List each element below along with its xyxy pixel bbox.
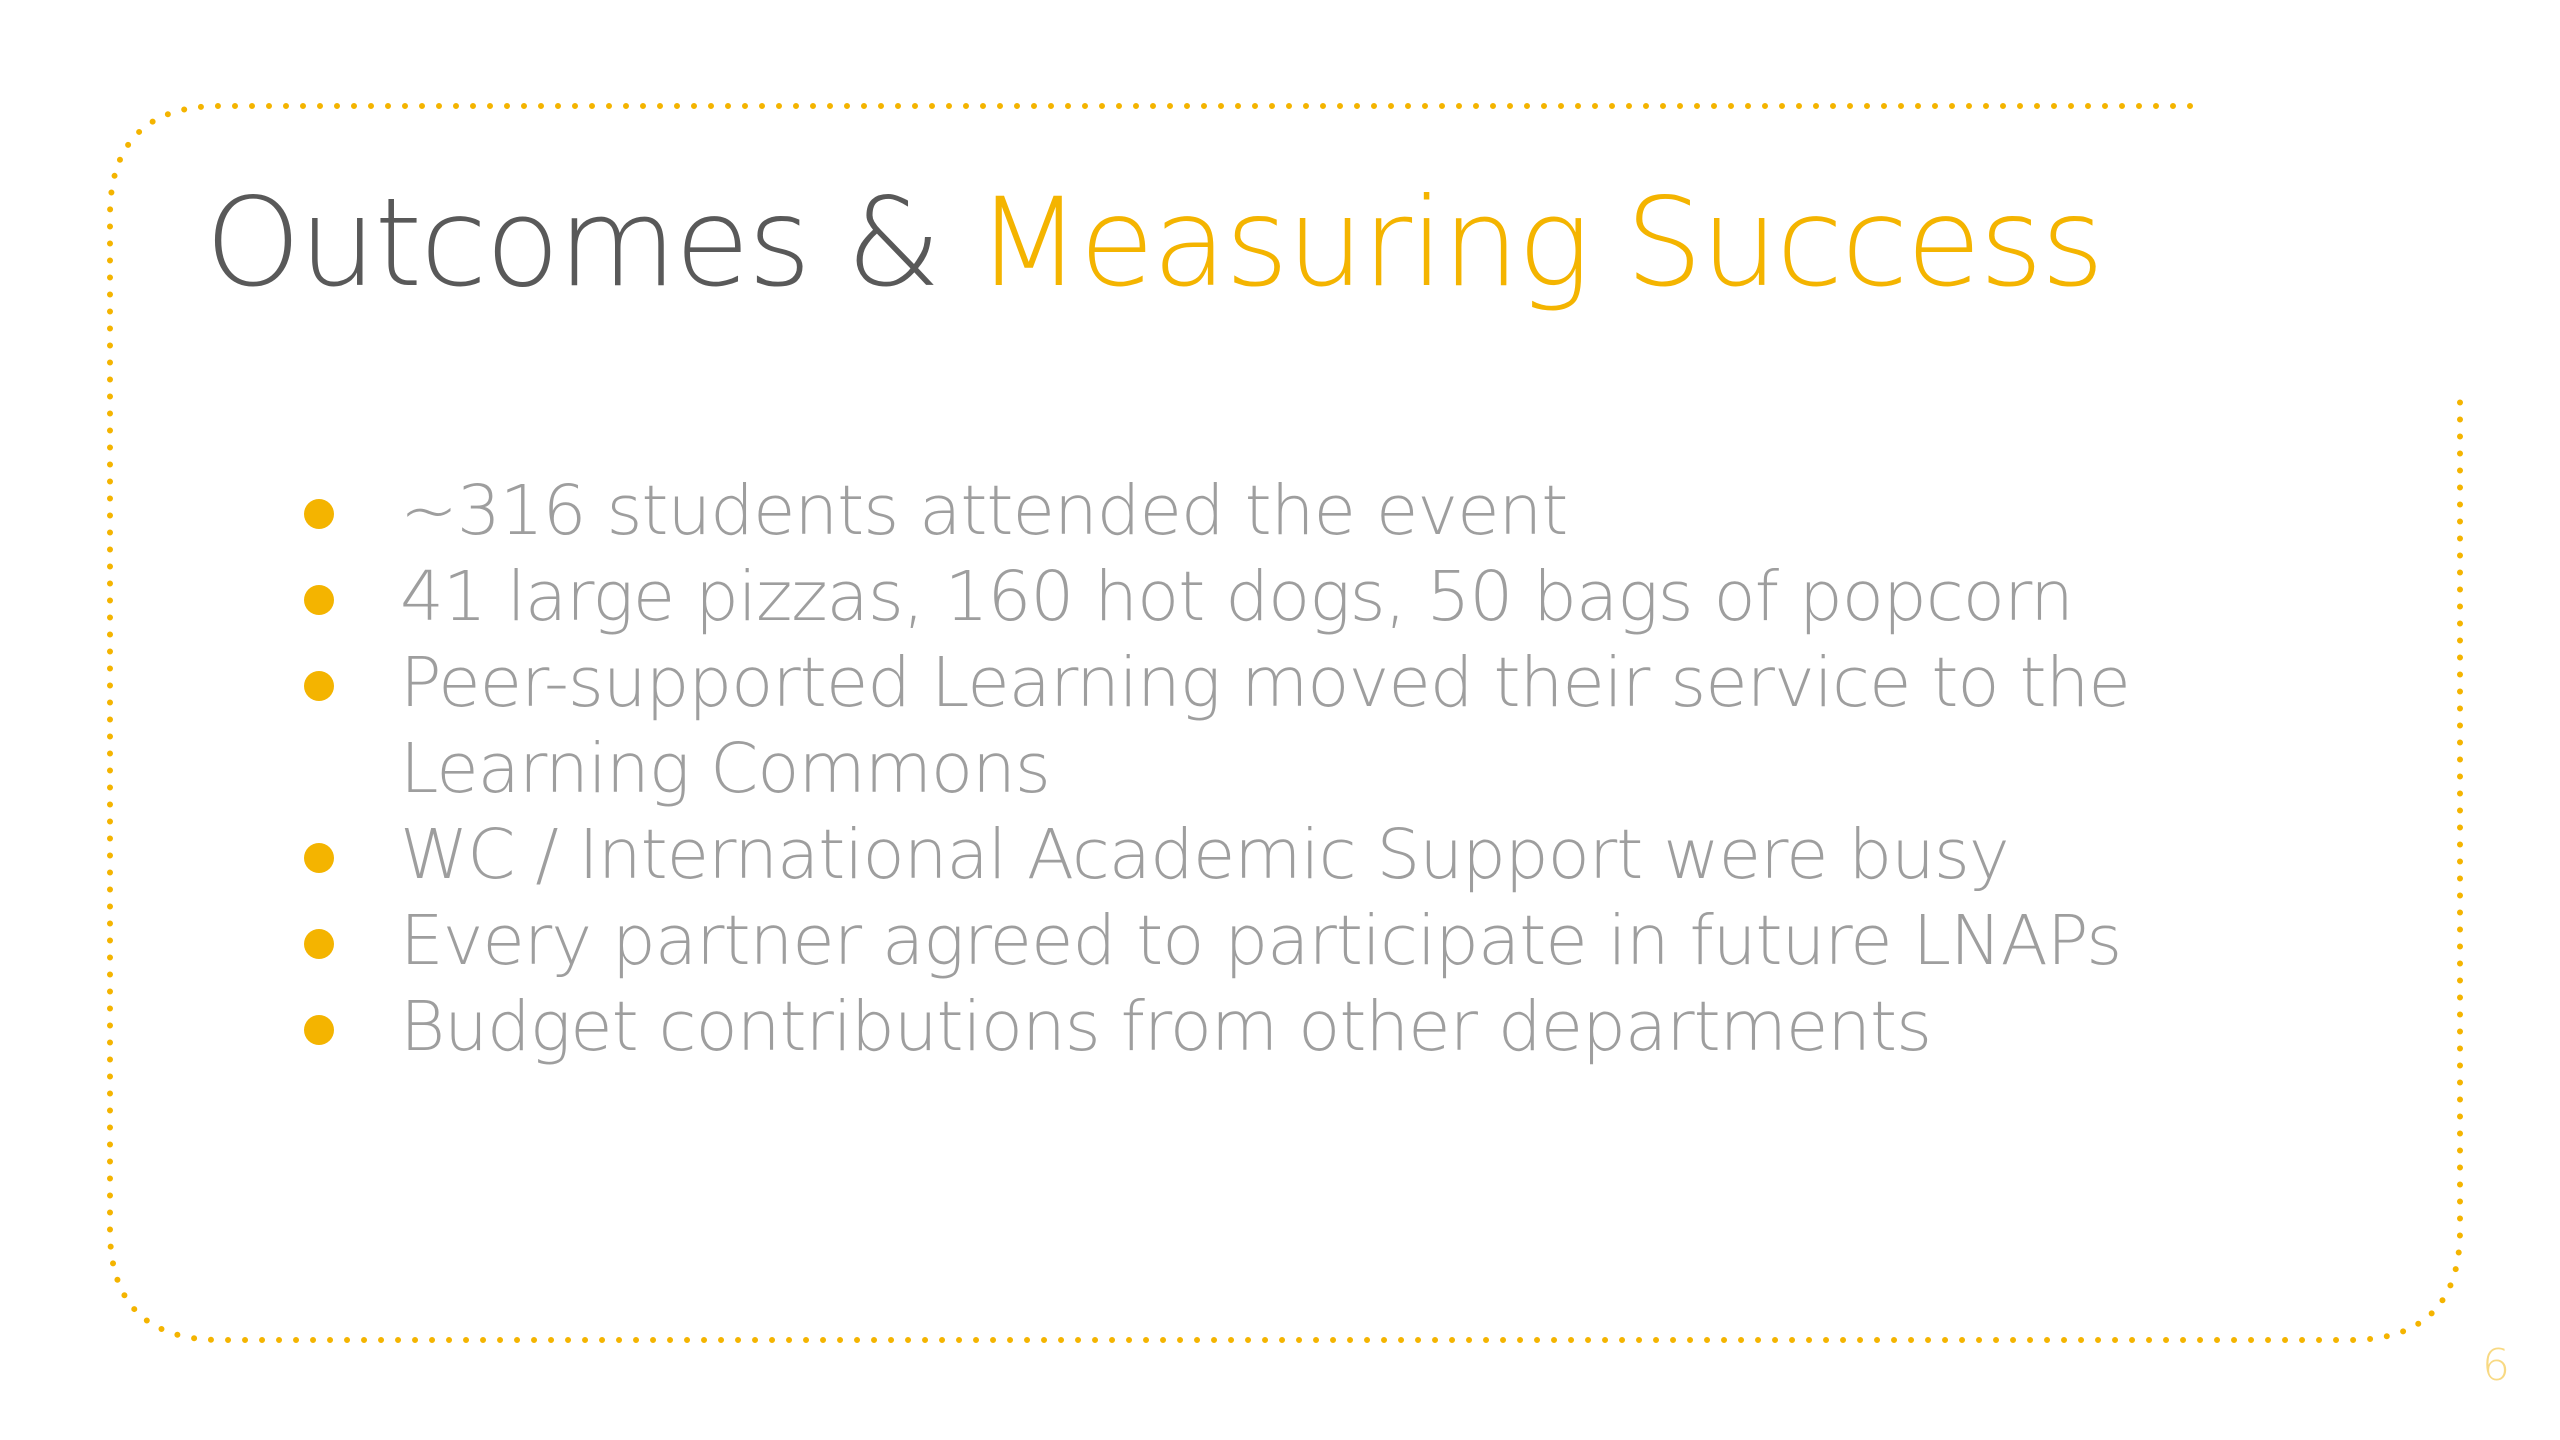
title-highlight: Measuring Success xyxy=(976,172,2103,314)
bullet-text: ~316 students attended the event xyxy=(400,471,1568,551)
bullet-text: Budget contributions from other departments xyxy=(400,987,1932,1067)
bullet-dot-icon xyxy=(304,1015,334,1045)
bullet-text: Peer-supported Learning moved their service to the Learning Commons xyxy=(400,643,2130,809)
title-primary: Outcomes & xyxy=(205,172,977,314)
bullet-item xyxy=(300,468,2200,554)
bullet-item xyxy=(300,640,2200,812)
bullet-list xyxy=(300,468,2200,1070)
bullet-text: 41 large pizzas, 160 hot dogs, 50 bags of popcorn xyxy=(400,557,2073,637)
bullet-text: Every partner agreed to participate in future LNAPs xyxy=(400,901,2122,981)
bullet-item xyxy=(300,554,2200,640)
bullet-dot-icon xyxy=(304,843,334,873)
slide-title xyxy=(205,170,2103,316)
bullet-item xyxy=(300,898,2200,984)
bullet-dot-icon xyxy=(304,499,334,529)
bullet-text: WC / International Academic Support were busy xyxy=(400,815,2009,895)
page-number: 6 xyxy=(2482,1340,2510,1391)
bullet-dot-icon xyxy=(304,671,334,701)
bullet-dot-icon xyxy=(304,929,334,959)
bullet-dot-icon xyxy=(304,585,334,615)
bullet-item xyxy=(300,812,2200,898)
bullet-item xyxy=(300,984,2200,1070)
